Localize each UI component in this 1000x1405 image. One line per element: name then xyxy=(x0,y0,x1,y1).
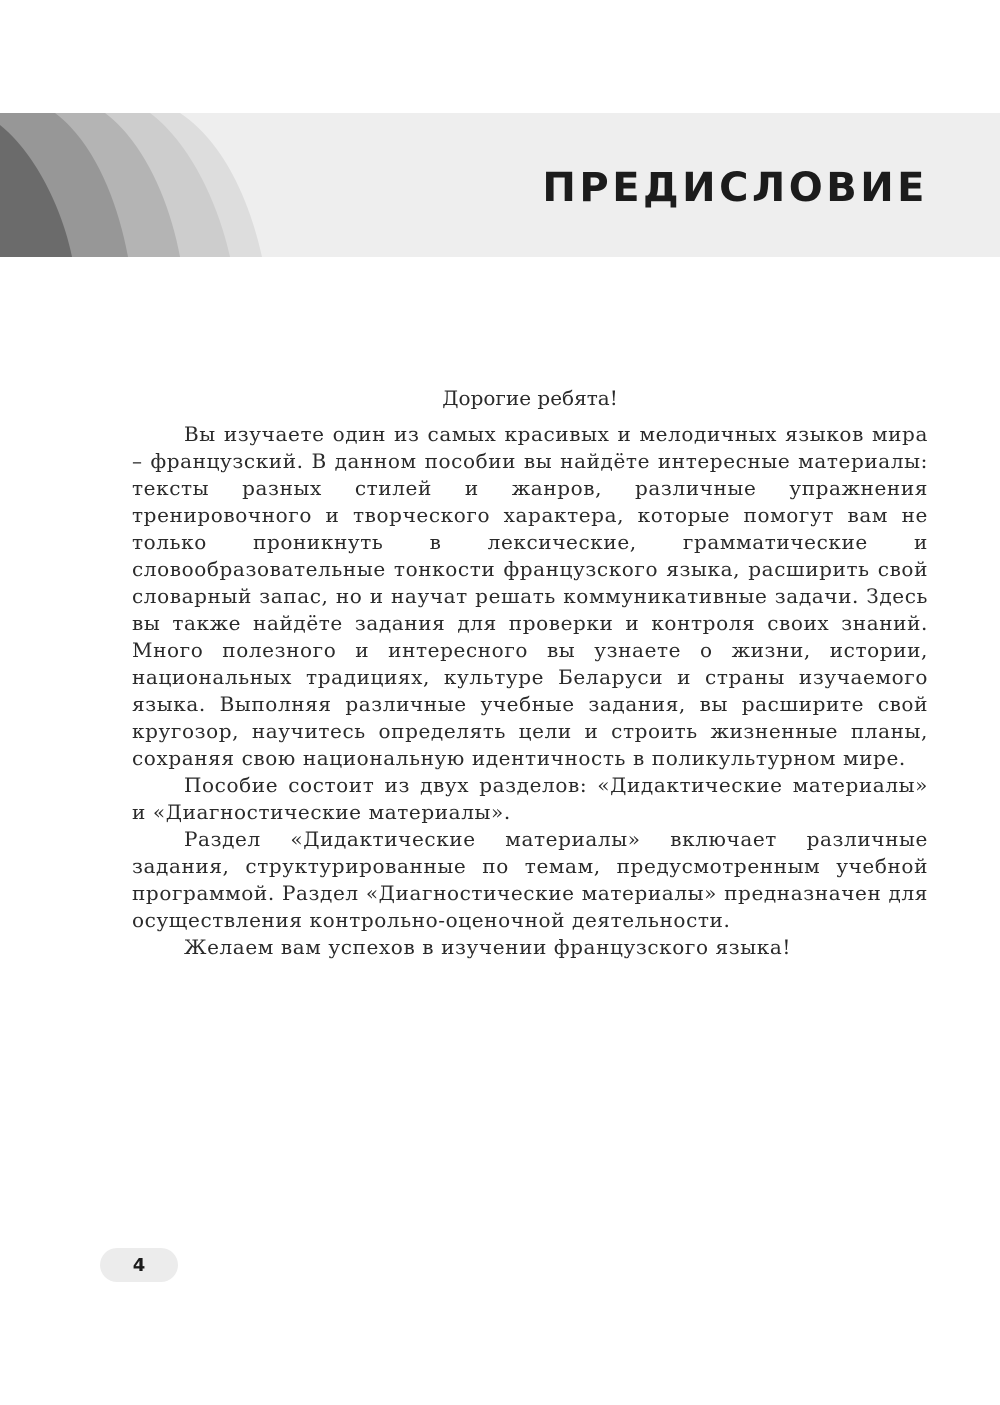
paragraph-intro: Вы изучаете один из самых красивых и мелодичных языков мира – французский. В данном пособии вы найдёте интересные материалы: тексты разных стилей и жанров, различные упражнения тренировочного и творческого характера, которые помогут вам не только проникнуть в лексические, грамматические и словообразовательные тонкости французского языка, расширить свой словарный запас, но и научат решать коммуникативные задачи. Здесь вы также найдёте задания для проверки и контроля своих знаний. Много полезного и интересного вы узнаете о жизни, истории, национальных традициях, культуре Беларуси и страны изучаемого языка. Выполняя различные учебные задания, вы расширите свой кругозор, научитесь определять цели и строить жизненные планы, сохраняя свою национальную идентичность в поликультурном мире. xyxy=(132,422,928,770)
paragraph-structure: Пособие состоит из двух разделов: «Дидактические материалы» и «Диагностические материалы». xyxy=(132,773,928,824)
page-number: 4 xyxy=(100,1248,178,1282)
preface-body xyxy=(132,385,928,961)
greeting: Дорогие ребята! xyxy=(442,386,618,410)
page-title: ПРЕДИСЛОВИЕ xyxy=(542,165,928,211)
paragraph-sections: Раздел «Дидактические материалы» включает различные задания, структурированные по темам, предусмотренным учебной программой. Раздел «Диагностические материалы» предназначен для осуществления контрольно-оценочной деятельности. xyxy=(132,827,928,932)
paragraph-wishes: Желаем вам успехов в изучении французского языка! xyxy=(184,935,792,959)
